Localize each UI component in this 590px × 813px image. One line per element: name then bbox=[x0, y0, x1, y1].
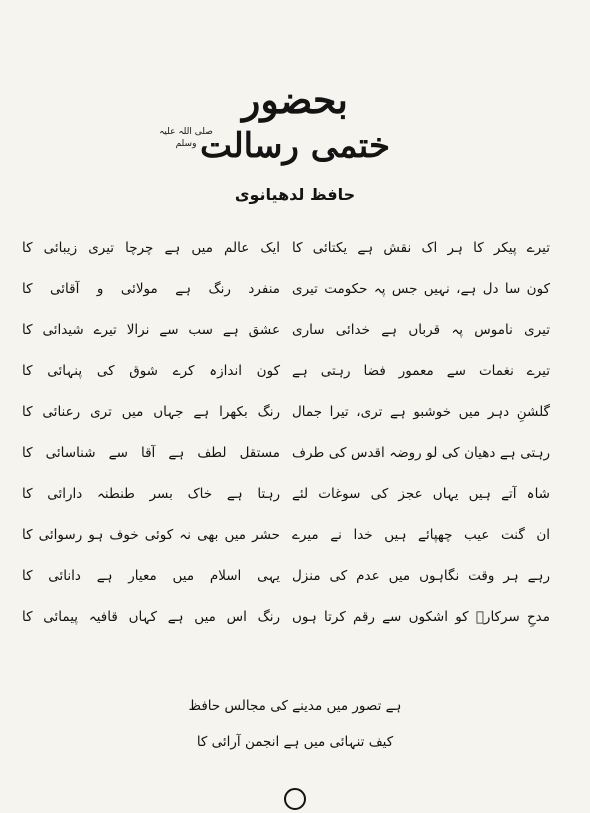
couplet bbox=[0, 273, 590, 314]
couplet-first-line: تیرے نغمات سے معمور فضا رہتی ہے bbox=[292, 363, 550, 379]
couplet-second-line: کون اندازہ کرے شوق کی پنہائی کا bbox=[22, 363, 280, 379]
couplet bbox=[0, 396, 590, 437]
couplet-second-line: رہتا ہے خاک بسر طنطنہ دارائی کا bbox=[22, 486, 280, 502]
couplet-first-line: گلشنِ دہر میں خوشبو ہے تری، تیرا جمال bbox=[292, 404, 550, 420]
couplet-second-line: مستقل لطف ہے آقا سے شناسائی کا bbox=[22, 445, 280, 461]
poem-subtitle: ختمی رسالت bbox=[199, 126, 391, 166]
couplet-first-line: رہے ہر وقت نگاہوں میں عدم کی منزل bbox=[292, 568, 550, 584]
couplet bbox=[0, 478, 590, 519]
closing-couplet bbox=[0, 694, 590, 766]
couplet bbox=[0, 314, 590, 355]
couplet-second-line: عشق ہے سب سے نرالا تیرے شیدائی کا bbox=[22, 322, 280, 338]
couplet-first-line: مدحِ سرکارؐ کو اشکوں سے رقم کرتا ہوں bbox=[292, 609, 550, 625]
couplet bbox=[0, 355, 590, 396]
couplet-first-line: رہتی ہے دھیان کی لو روضہ اقدس کی طرف bbox=[292, 445, 550, 461]
poet-name: حافظ لدھیانوی bbox=[234, 185, 356, 204]
couplet bbox=[0, 437, 590, 478]
couplet bbox=[0, 519, 590, 560]
couplet-second-line: رنگ بکھرا ہے جہاں میں تری رعنائی کا bbox=[22, 404, 280, 420]
couplet-first-line: تیرے پیکر کا ہر اک نقش ہے یکتائی کا bbox=[292, 240, 550, 256]
couplet-first-line: شاہ آتے ہیں یہاں عجز کی سوغات لئے bbox=[292, 486, 550, 502]
couplet-second-line: حشر میں بھی نہ کوئی خوف ہو رسوائی کا bbox=[22, 527, 280, 543]
poem-title: بحضور bbox=[241, 77, 349, 122]
couplet bbox=[0, 232, 590, 273]
couplet-first-line: تیری ناموس پہ قرباں ہے خدائی ساری bbox=[292, 322, 550, 338]
couplet-second-line: منفرد رنگ ہے مولائی و آقائی کا bbox=[22, 281, 280, 297]
page-marker-circle bbox=[284, 788, 306, 810]
couplet-second-line: یہی اسلام میں معیار ہے دانائی کا bbox=[22, 568, 280, 584]
couplet-second-line: ایک عالم میں ہے چرچا تیری زیبائی کا bbox=[22, 240, 280, 256]
closing-second-line: کیف تنہائی میں ہے انجمن آرائی کا bbox=[196, 734, 394, 750]
couplet-first-line: کون سا دل ہے، نہیں جس پہ حکومت تیری bbox=[292, 281, 550, 297]
salutation-calligraphy: صلی اللہ علیہ وسلم bbox=[159, 127, 213, 149]
couplet-second-line: رنگ اس میں ہے کہاں قافیہ پیمائی کا bbox=[22, 609, 280, 625]
couplet bbox=[0, 601, 590, 642]
closing-first-line: ہے تصور میں مدینے کی مجالس حافظ bbox=[188, 698, 402, 714]
couplet-first-line: ان گنت عیب چھپائے ہیں خدا نے میرے bbox=[292, 527, 550, 543]
couplet bbox=[0, 560, 590, 601]
couplet-list bbox=[0, 232, 590, 642]
